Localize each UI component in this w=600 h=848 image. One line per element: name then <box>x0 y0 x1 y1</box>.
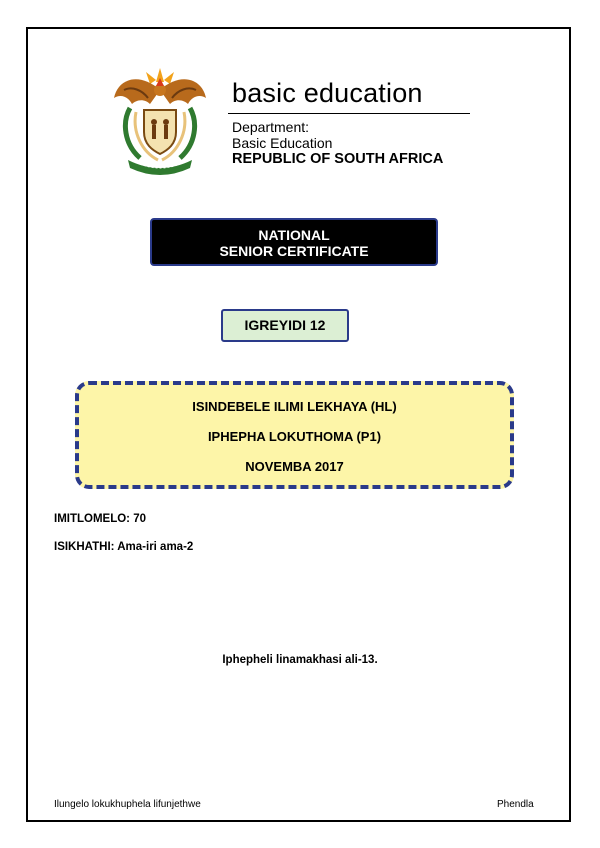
certificate-title-line1: NATIONAL <box>258 227 330 243</box>
certificate-title-box <box>150 218 438 266</box>
exam-date: NOVEMBA 2017 <box>245 459 344 474</box>
brand-underline <box>228 113 470 114</box>
time-line: ISIKHATHI: Ama-iri ama-2 <box>54 541 194 553</box>
marks-line: IMITLOMELO: 70 <box>54 513 146 525</box>
grade-badge: IGREYIDI 12 <box>221 309 349 342</box>
subject-name: ISINDEBELE ILIMI LEKHAYA (HL) <box>192 399 397 414</box>
brand-title: basic education <box>232 78 423 108</box>
country-name: REPUBLIC OF SOUTH AFRICA <box>232 151 444 167</box>
paper-name: IPHEPHA LOKUTHOMA (P1) <box>207 429 382 444</box>
footer-copyright: Ilungelo lokukhuphela lifunjethwe <box>54 799 201 810</box>
department-label: Department: <box>232 119 310 135</box>
footer-turn-over: Phendla <box>497 799 534 810</box>
department-name: Basic Education <box>232 135 333 151</box>
pages-note: Iphepheli linamakhasi ali-13. <box>222 654 378 666</box>
subject-box <box>75 381 514 489</box>
certificate-title-line2: SENIOR CERTIFICATE <box>219 243 369 259</box>
coat-of-arms-logo <box>110 60 210 175</box>
